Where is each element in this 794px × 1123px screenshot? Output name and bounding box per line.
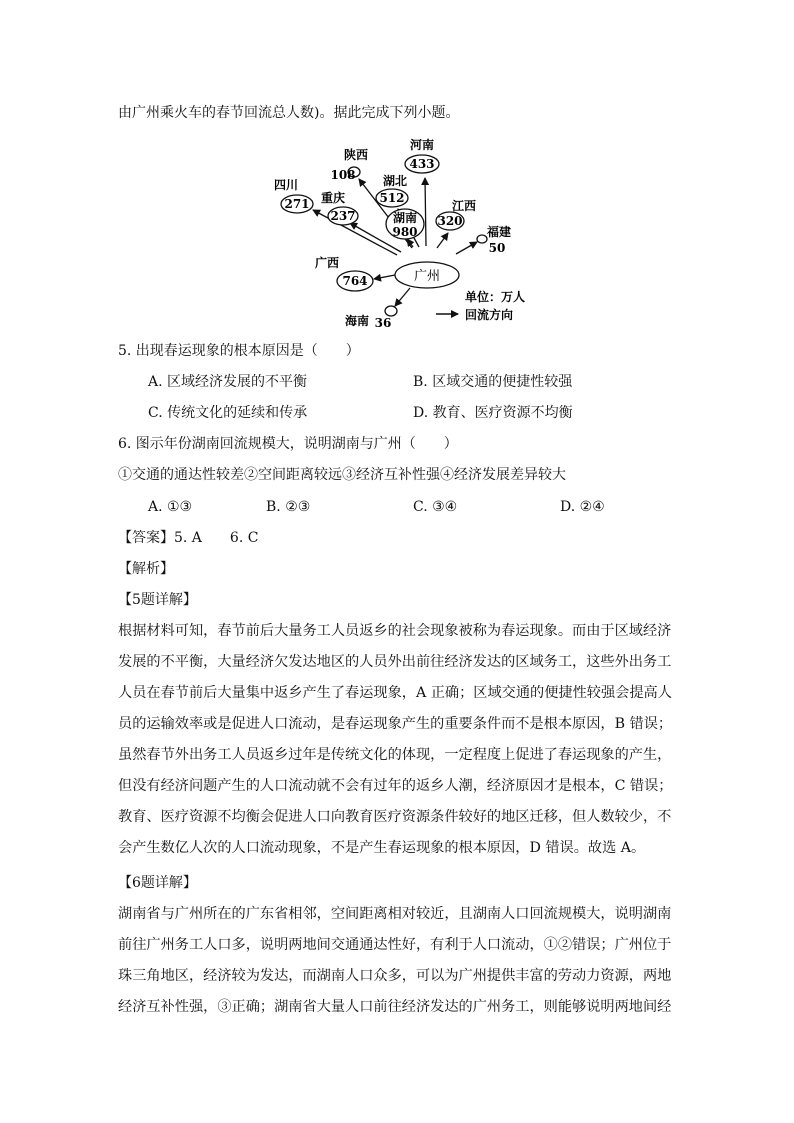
guangzhou-label: 广州: [413, 269, 441, 284]
q5-option-b: B. 区域交通的便捷性较强: [413, 374, 573, 390]
q6-stem: 6. 图示年份湖南回流规模大，说明湖南与广州（ ）: [118, 436, 458, 452]
q6-detail-title: 【6题详解】: [118, 875, 197, 891]
legend-unit: 单位：万人: [465, 290, 526, 304]
legend-arrow-label: 回流方向: [465, 308, 514, 322]
q5-detail-line: 人员在春节前后大量集中返乡产生了春运现象，A 正确；区域交通的便捷性较强会提高人: [118, 685, 672, 701]
guangxi-value: 764: [342, 274, 368, 288]
hunan-value: 980: [392, 225, 418, 239]
flow-arrow-henan: [425, 178, 426, 246]
hunan-name: 湖南: [392, 211, 418, 225]
chongqing-name: 重庆: [320, 191, 346, 205]
hubei-name: 湖北: [382, 174, 408, 188]
q5-detail-title: 【5题详解】: [118, 592, 197, 608]
sichuan-value: 271: [284, 197, 310, 211]
q6-detail-paragraph: [118, 899, 678, 1023]
analysis-title: 【解析】: [118, 561, 174, 577]
q5-detail-line: 会产生数亿人次的人口流动现象，不是产生春运现象的根本原因，D 错误。故选 A。: [118, 840, 646, 856]
fujian-value: 50: [488, 241, 506, 255]
answer-line: 【答案】5. A 6. C: [118, 530, 259, 546]
q5-option-c: C. 传统文化的延续和传承: [148, 405, 308, 421]
q5-detail-line: 虽然春节外出务工人员返乡过年是传统文化的体现，一定程度上促进了春运现象的产生，: [118, 747, 672, 763]
flow-arrow-fujian: [456, 242, 477, 254]
henan-value: 433: [409, 157, 435, 171]
flow-arrow-jiangxi: [437, 233, 448, 248]
flow-arrow-hainan: [395, 288, 410, 306]
q6-detail-line: 经济互补性强，③正确；湖南省大量人口前往经济发达的广州务工，则能够说明两地间经: [118, 999, 672, 1015]
q5-option-a: A. 区域经济发展的不平衡: [148, 374, 308, 390]
fujian-name: 福建: [486, 225, 512, 239]
jiangxi-name: 江西: [451, 199, 477, 213]
migration-flow-map: [0, 135, 794, 335]
sichuan-name: 四川: [273, 178, 299, 192]
q5-detail-line: 员的运输效率或是促进人口流动，是春运现象产生的重要条件而不是根本原因，B 错误；: [118, 716, 673, 732]
q6-detail-line: 湖南省与广州所在的广东省相邻，空间距离相对较近，且湖南人口回流规模大，说明湖南: [118, 906, 672, 922]
hubei-value: 512: [379, 191, 405, 205]
q5-detail-line: 发展的不平衡，大量经济欠发达地区的人员外出前往经济发达的区域务工，这些外出务工: [118, 654, 672, 670]
q5-detail-line: 教育、医疗资源不均衡会促进人口向教育医疗资源条件较好的地区迁移，但人数较少，不: [118, 809, 672, 825]
q6-option-b: B. ②③: [266, 499, 311, 515]
shaanxi-name: 陕西: [343, 148, 369, 162]
henan-name: 河南: [409, 138, 435, 152]
guangxi-name: 广西: [314, 256, 340, 270]
shaanxi-value: 108: [330, 168, 356, 182]
q5-detail-line: 但没有经济问题产生的人口流动就不会有过年的返乡人潮，经济原因才是根本，C 错误；: [118, 778, 673, 794]
intro-text: 由广州乘火车的春节回流总人数)。据此完成下列小题。: [118, 105, 460, 121]
q5-detail-line: 根据材料可知，春节前后大量务工人员返乡的社会现象被称为春运现象。而由于区域经济: [118, 623, 672, 639]
q6-detail-line: 前往广州务工人口多，说明两地间交通通达性好，有利于人口流动，①②错误；广州位于: [118, 937, 672, 953]
hainan-node: [385, 306, 397, 316]
jiangxi-value: 320: [437, 214, 463, 228]
q6-statements: ①交通的通达性较差②空间距离较远③经济互补性强④经济发展差异较大: [118, 467, 566, 483]
q5-stem: 5. 出现春运现象的根本原因是（ ）: [118, 343, 360, 359]
flow-arrow-guangxi: [374, 275, 395, 279]
q6-option-c: C. ③④: [413, 499, 458, 515]
q5-detail-paragraph: [118, 616, 678, 864]
hainan-name: 海南: [344, 314, 370, 328]
chongqing-value: 237: [330, 209, 356, 223]
hainan-value: 36: [374, 316, 392, 330]
q5-option-d: D. 教育、医疗资源不均衡: [413, 405, 573, 421]
q6-option-d: D. ②④: [560, 499, 605, 515]
q6-detail-line: 珠三角地区，经济较为发达，而湖南人口众多，可以为广州提供丰富的劳动力资源，两地: [118, 968, 672, 984]
q6-option-a: A. ①③: [148, 499, 193, 515]
fujian-node: [477, 235, 487, 243]
